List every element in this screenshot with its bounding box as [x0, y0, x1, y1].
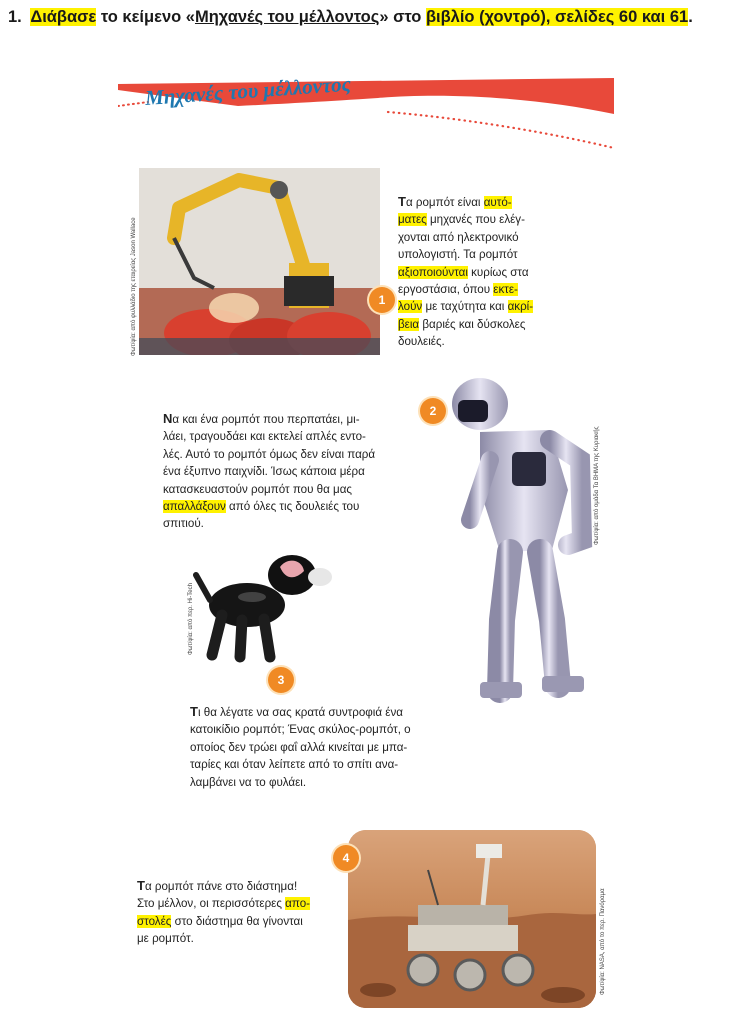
highlighted-word: ακρί- [507, 300, 534, 314]
text-run: εργοστάσια, όπου [398, 283, 494, 297]
credit-1: Φωτ/φία: από φυλλάδιο της εταιρείας Jason Wallace [131, 217, 137, 356]
text-run: κυρίως στα [467, 265, 529, 279]
instruction-number: 1. [8, 8, 22, 26]
text-line: κατασκευαστούν ρομπότ που θα μας [163, 482, 353, 496]
highlighted-word: απαλλάξουν [163, 500, 226, 514]
instruction-title-ref: Μηχανές του μέλλοντος [194, 8, 380, 26]
highlighted-word: εκτε- [493, 283, 518, 297]
text-run: με ταχύτητα και [422, 300, 508, 314]
text-line: χονται από ηλεκτρονικό [398, 230, 519, 244]
text-run: α και ένα ρομπότ που περπατάει, μι- [172, 413, 360, 426]
highlighted-word: στολές [137, 914, 172, 928]
page-title: Μηχανές του μέλλοντος [144, 71, 352, 111]
instruction-end: . [688, 8, 693, 26]
robot-arm-photo [139, 168, 380, 355]
section-number-badge-1: 1 [369, 287, 395, 313]
mars-rover-photo [348, 830, 596, 1008]
text-run: στο διάστημα θα γίνονται [171, 914, 303, 928]
dropcap: Τ [137, 878, 145, 893]
banner-dots-right [388, 112, 614, 148]
section-2-text [163, 410, 409, 533]
section-4-text [137, 877, 325, 948]
highlighted-word: ματες [398, 213, 427, 227]
text-run: α ρομπότ είναι [405, 196, 484, 209]
highlighted-word: αυτό- [483, 196, 512, 209]
credit-3: Φωτ/φία: από περ. Hi-Tech [188, 583, 194, 655]
text-line: λαμβάνει να το φυλάει. [190, 775, 307, 789]
text-run: Στο μέλλον, οι περισσότερες [137, 897, 286, 911]
instruction-read: Διάβασε [30, 8, 97, 26]
text-run: ι θα λέγατε να σας κρατά συντροφιά ένα [197, 706, 403, 719]
robot-dog-image [192, 545, 337, 665]
highlighted-word: αξιοποιούνται [398, 265, 468, 279]
highlighted-word: λούν [398, 300, 423, 314]
section-number-badge-2: 2 [420, 398, 446, 424]
text-line: δουλειές. [398, 335, 445, 349]
text-line: οποίος δεν τρώει φαΐ αλλά κινείται με μπα- [190, 740, 408, 754]
section-3-text [190, 703, 452, 791]
section-1-text [398, 193, 566, 351]
text-line: λάει, τραγουδάει και εκτελεί απλές εντο- [163, 430, 366, 444]
text-line: υπολογιστή. Τα ρομπότ [398, 248, 518, 262]
humanoid-robot-image [440, 370, 600, 710]
section-number-badge-3: 3 [268, 667, 294, 693]
dropcap: Ν [163, 411, 173, 426]
text-run: α ρομπότ πάνε στο διάστημα! [144, 880, 298, 893]
highlighted-word: βεια [398, 317, 420, 331]
instruction-text-2: » στο [379, 8, 426, 26]
text-line: σπιτιού. [163, 517, 204, 531]
section-number-badge-4: 4 [333, 845, 359, 871]
credit-2: Φωτ/φία: από ομάδα Τα ΒΗΜΑ της Κυριακής [594, 426, 600, 545]
highlighted-word: απο- [285, 897, 311, 911]
banner-dots-left [118, 102, 148, 106]
dropcap: Τ [398, 194, 406, 209]
instruction-text-1: το κείμενο « [96, 8, 195, 26]
text-line: με ρομπότ. [137, 932, 194, 946]
text-run: μηχανές που ελέγ- [426, 213, 525, 227]
dropcap: Τ [190, 704, 198, 719]
text-run: από όλες τις δουλειές του [225, 500, 360, 514]
instruction-line [8, 8, 743, 27]
text-line: λές. Αυτό το ρομπότ όμως δεν είναι παρά [163, 447, 376, 461]
text-line: ταρίες και όταν λείπετε από το σπίτι ανα- [190, 758, 399, 772]
credit-4: Φωτ/φία: NASA, από το περ. Πανόραμα [600, 888, 606, 995]
text-run: βαριές και δύσκολες [419, 317, 526, 331]
text-line: ένα έξυπνο παιχνίδι. Ίσως κάποια μέρα [163, 465, 365, 479]
instruction-book: βιβλίο (χοντρό), σελίδες 60 και 61 [425, 8, 689, 26]
text-line: κατοικίδιο ρομπότ; Ένας σκύλος-ρομπότ, ο [190, 723, 411, 737]
